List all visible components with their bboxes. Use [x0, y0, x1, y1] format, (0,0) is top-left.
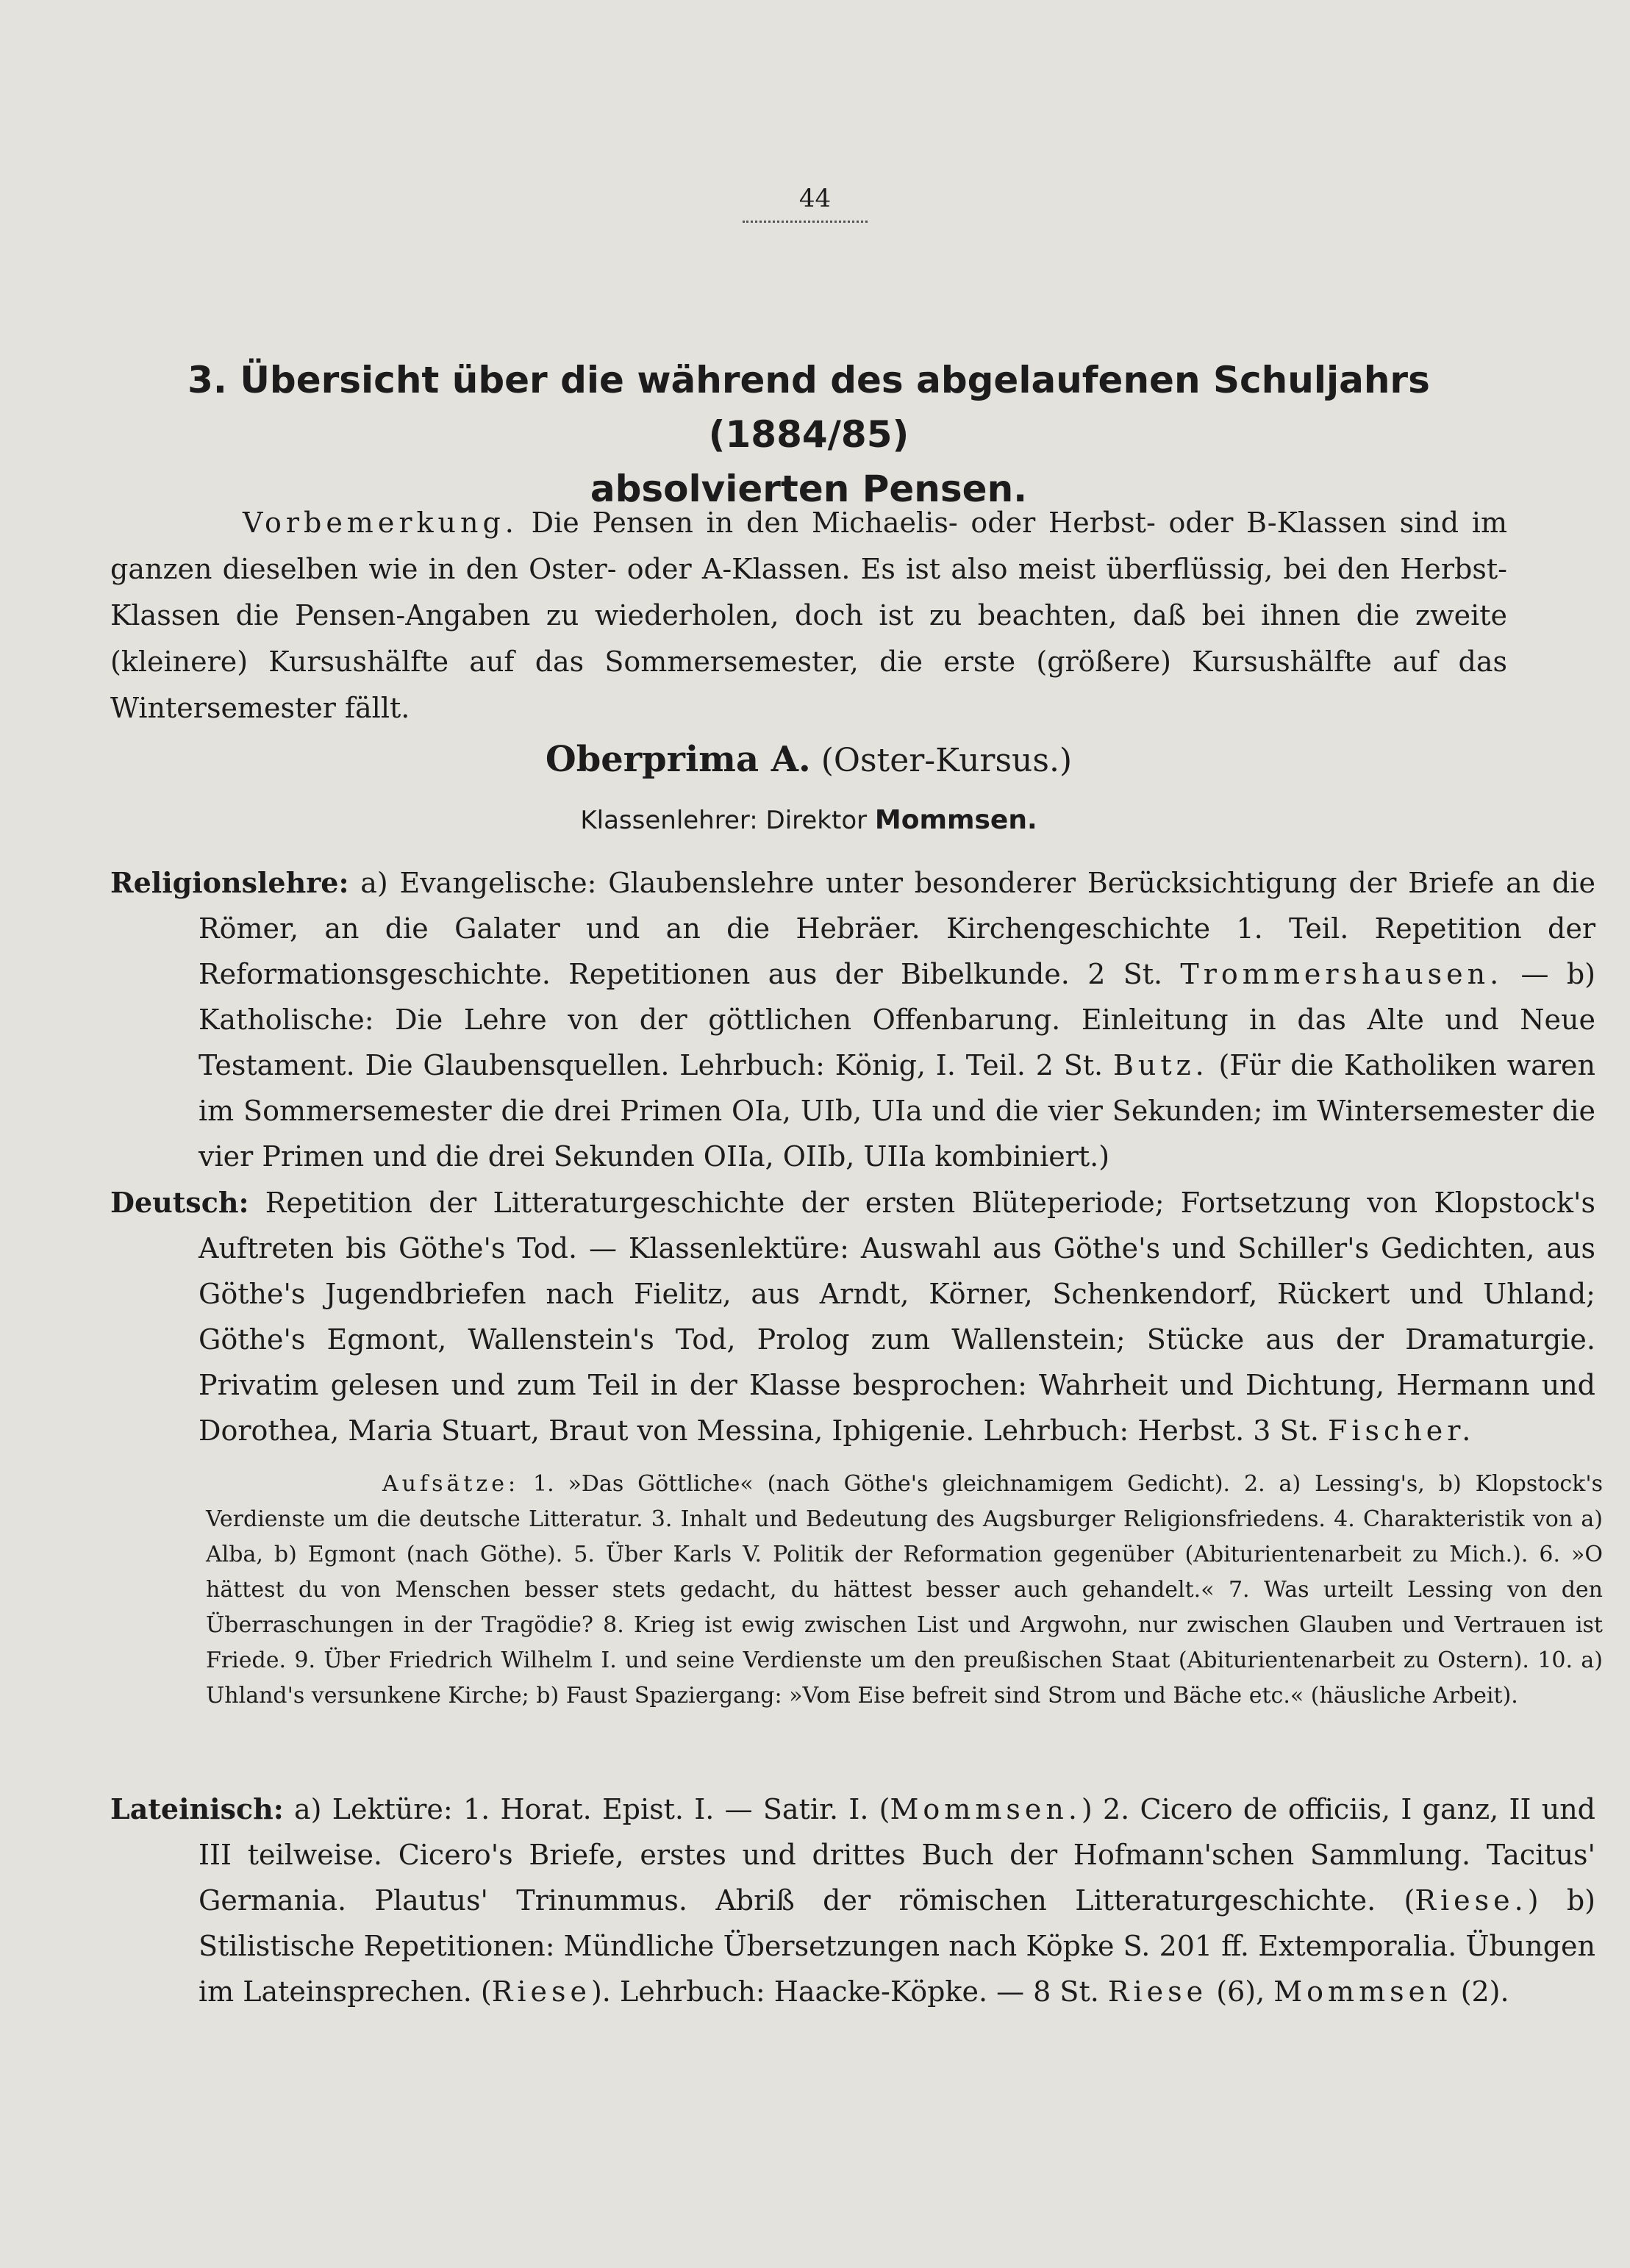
- latein-text-d: ). Lehrbuch: Haacke-Köpke. — 8 St.: [590, 1975, 1099, 2008]
- latein-text-c: ) b) Stilistische Repetitionen: Mündliche Übersetzungen nach Köpke S. 201 ff. Extemporalia. Übungen im Lateinsprechen. (: [199, 1884, 1595, 2008]
- heading-line-2: absolvierten Pensen.: [590, 468, 1028, 510]
- deutsch-teacher: Fischer.: [1328, 1414, 1476, 1447]
- religion-teacher-b: Butz.: [1112, 1049, 1209, 1081]
- subject-religion: [110, 860, 1595, 1179]
- religion-text-b: — b) Katholische: Die Lehre von der göttlichen Offenbarung. Einleitung in das Alte und Neue Testament. Die Glaubensquellen. Lehrbuch: König, I. Teil. 2 St.: [199, 958, 1595, 1081]
- class-teacher-name: Mommsen.: [874, 805, 1037, 835]
- religion-teacher-a: Trommershausen.: [1180, 958, 1504, 990]
- latein-text-b: ) 2. Cicero de officiis, I ganz, II und III teilweise. Cicero's Briefe, erstes und drittes Buch der Hofmann'schen Sammlung. Tacitus' Germania. Plautus' Trinummus. Abriß der römischen Litteraturgeschichte. (: [199, 1793, 1595, 1917]
- religion-text-a: a) Evangelische: Glaubenslehre unter besonderer Berücksichtigung der Briefe an die Römer, an die Galater und an die Hebräer. Kirchengeschichte 1. Teil. Repetition der Reformationsgeschichte. Repetitionen aus der Bibelkunde. 2 St.: [199, 867, 1595, 990]
- heading-line-1: 3. Übersicht über die während des abgelaufenen Schuljahrs (1884/85): [187, 359, 1430, 456]
- essays-list: [110, 1467, 1603, 1714]
- deutsch-text: Repetition der Litteraturgeschichte der ersten Blüteperiode; Fortsetzung von Klopstock's Auftreten bis Göthe's Tod. — Klassenlektüre: Auswahl aus Göthe's und Schiller's Gedichten, aus Göthe's Jugendbriefen nach Fielitz, aus Arndt, Körner, Schenkendorf, Rückert und Uhland; Göthe's Egmont, Wallenstein's Tod, Prolog zum Wallenstein; Stücke aus der Dramaturgie. Privatim gelesen und zum Teil in der Klasse besprochen: Wahrheit und Dichtung, Hermann und Dorothea, Maria Stuart, Braut von Messina, Iphigenie. Lehrbuch: Herbst. 3 St.: [199, 1187, 1595, 1447]
- page-number: 44: [798, 184, 832, 213]
- preliminary-text: Die Pensen in den Michaelis- oder Herbst- oder B-Klassen sind im ganzen dieselben wie in den Oster- oder A-Klassen. Es ist also meist überflüssig, bei den Herbst-Klassen die Pensen-Angaben zu wiederholen, doch ist zu beachten, daß bei ihnen die zweite (kleinere) Kursushälfte auf das Sommersemester, die erste (größere) Kursushälfte auf das Wintersemester fällt.: [110, 507, 1507, 724]
- preliminary-note: [110, 500, 1507, 731]
- section-heading: [110, 353, 1507, 516]
- latein-teacher-2: Riese.: [1415, 1884, 1528, 1917]
- subject-deutsch: [110, 1180, 1595, 1453]
- subject-latein: [110, 1786, 1595, 2014]
- essays-text: 1. »Das Göttliche« (nach Göthe's gleichnamigem Gedicht). 2. a) Lessing's, b) Klopstock's Verdienste um die deutsche Litteratur. 3. Inhalt und Bedeutung des Augsburger Religionsfriedens. 4. Charakteristik von a) Alba, b) Egmont (nach Göthe). 5. Über Karls V. Politik der Reformation gegenüber (Abiturientenarbeit zu Mich.). 6. »O hättest du von Menschen besser stets gedacht, du hättest besser auch gehandelt.« 7. Was urteilt Lessing von den Überraschungen in der Tragödie? 8. Krieg ist ewig zwischen List und Argwohn, nur zwischen Glauben und Vertrauen ist Friede. 9. Über Friedrich Wilhelm I. und seine Verdienste um den preußischen Staat (Abiturientenarbeit zu Ostern). 10. a) Uhland's versunkene Kirche; b) Faust Spaziergang: »Vom Eise befreit sind Strom und Bäche etc.« (häusliche Arbeit).: [206, 1471, 1603, 1709]
- essays-label: Aufsätze:: [382, 1471, 520, 1497]
- class-title: [110, 739, 1507, 780]
- latein-teacher-3: Riese: [491, 1975, 591, 2008]
- latein-teacher-5: Mommsen: [1273, 1975, 1452, 2008]
- subject-latein-name: Lateinisch:: [110, 1792, 284, 1825]
- class-course: (Oster-Kursus.): [821, 742, 1073, 779]
- subject-religion-name: Religionslehre:: [110, 866, 349, 899]
- religion-note: (Für die Katholiken waren im Sommersemester die drei Primen OIa, UIb, UIa und die vier Sekunden; im Wintersemester die vier Primen und die drei Sekunden OIIa, OIIb, UIIa kombiniert.): [199, 1049, 1595, 1173]
- preliminary-label: Vorbemerkung.: [243, 507, 518, 539]
- class-teacher: [110, 805, 1507, 835]
- latein-text-f: (2).: [1460, 1975, 1509, 2008]
- page-number-ornament: [743, 221, 868, 223]
- latein-teacher-4: Riese: [1107, 1975, 1208, 2008]
- class-name: Oberprima A.: [545, 739, 811, 780]
- latein-text-e: (6),: [1216, 1975, 1265, 2008]
- latein-teacher-1: Mommsen.: [890, 1793, 1082, 1825]
- class-teacher-label: Klassenlehrer: Direktor: [580, 806, 868, 835]
- latein-text-a: a) Lektüre: 1. Horat. Epist. I. — Satir. I. (: [294, 1793, 890, 1825]
- subject-deutsch-name: Deutsch:: [110, 1186, 249, 1219]
